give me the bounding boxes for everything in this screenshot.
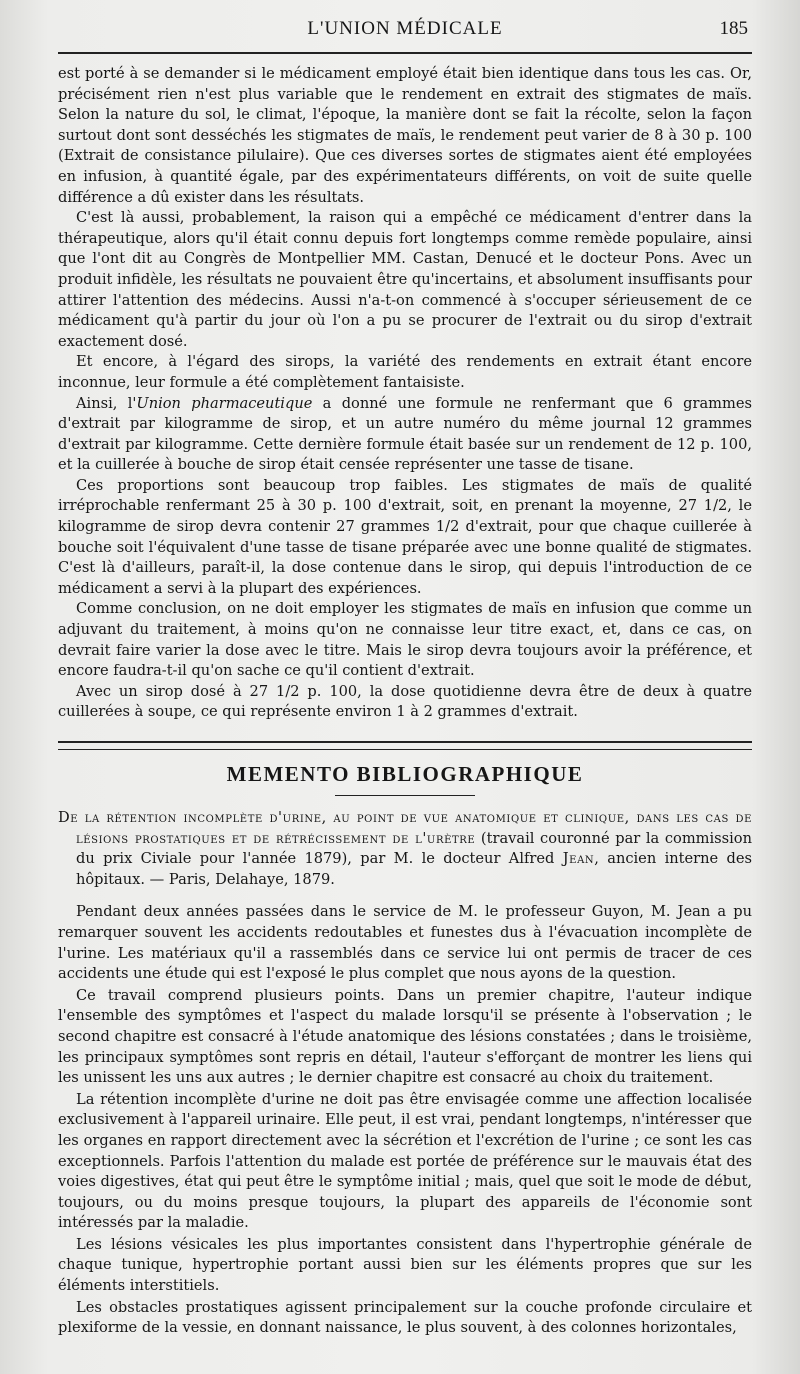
- section-divider: [58, 741, 752, 750]
- running-head: [58, 14, 752, 46]
- citation-author: Jean: [562, 850, 595, 868]
- title-underline: [335, 795, 475, 796]
- article-paragraph: Et encore, à l'égard des sirops, la variété des rendements en extrait étant encore inconnue, leur formule a été complètement fantaisiste.: [58, 353, 752, 391]
- bibliographic-citation: [58, 808, 752, 890]
- header-rule: [58, 52, 752, 54]
- article-paragraph: [58, 394, 752, 476]
- review-paragraph: Ce travail comprend plusieurs points. Dans un premier chapitre, l'auteur indique l'ensemble des symptômes et l'aspect du malade lorsqu'il se présente à l'observation ; le second chapitre est consacré à l'étude anatomique des lésions constatées ; dans le troisième, les principaux symptômes sont repris en détail, l'auteur s'efforçant de montrer les liens qui les unissent les uns aux autres ; le dernier chapitre est consacré au choix du traitement.: [58, 986, 752, 1087]
- text-run: Ainsi, l': [76, 394, 137, 412]
- text-run: a donné une formule ne renfermant que 6 grammes d'extrait par kilogramme de sirop, et un autre numéro du même journal 12 grammes d'extrait par kilogramme. Cette dernière formule était basée sur un rendement de 12 p. 100, et la cuillerée à bouche de sirop était censée représenter une tasse de tisane.: [58, 394, 752, 474]
- section-title: MEMENTO BIBLIOGRAPHIQUE: [226, 762, 584, 786]
- page-number: 185: [719, 18, 748, 39]
- running-title: L'UNION MÉDICALE: [307, 18, 503, 39]
- article-body: [58, 64, 752, 723]
- review-paragraph: Pendant deux années passées dans le service de M. le professeur Guyon, M. Jean a pu remarquer souvent les accidents redoutables et funestes dus à l'évacuation incomplète de l'urine. Les matériaux qu'il a rassemblés dans ce service lui ont permis de tracer de ces accidents une étude qui est l'exposé le plus complet que nous ayons de la question.: [58, 903, 752, 983]
- review-paragraph: Les obstacles prostatiques agissent principalement sur la couche profonde circulaire et plexiforme de la vessie, en donnant naissance, le plus souvent, à des colonnes horizontales,: [58, 1298, 752, 1337]
- citation-text: (travail couronné par la commission du prix Civiale pour l'année 1879), par M. le docteur Alfred: [76, 829, 752, 868]
- review-body: [58, 902, 752, 1338]
- citation-title: De la rétention incomplète d'urine, au point de vue anatomique et clinique, dans les cas de lésions prostatiques et de rétrécissement de l'urètre: [58, 809, 752, 847]
- review-paragraph: La rétention incomplète d'urine ne doit pas être envisagée comme une affection localisée exclusivement à l'appareil urinaire. Elle peut, il est vrai, pendant longtemps, n'intéresser que les organes en rapport directement avec la sécrétion et l'excrétion de l'urine ; ce sont les cas exceptionnels. Parfois l'attention du malade est portée de préférence sur le mauvais état des voies digestives, état qui peut être le symptôme initial ; mais, quel que soit le mode de début, toujours, ou du moins presque toujours, la plupart des appareils de l'économie sont intéressés par la maladie.: [58, 1090, 752, 1232]
- article-paragraph: C'est là aussi, probablement, la raison qui a empêché ce médicament d'entrer dans la thérapeutique, alors qu'il était connu depuis fort longtemps comme remède populaire, ainsi que l'ont dit au Congrès de Montpellier MM. Castan, Denucé et le docteur Pons. Avec un produit infidèle, les résultats ne pouvaient être qu'incertains, et absolument insuffisants pour attirer l'attention des médecins. Aussi n'a-t-on commencé à s'occuper sérieusement de ce médicament qu'à partir du jour où l'on a pu se procurer de l'extrait ou du sirop d'extrait exactement dosé.: [58, 209, 752, 350]
- article-paragraph: Ces proportions sont beaucoup trop faibles. Les stigmates de maïs de qualité irréprochable renfermant 25 à 30 p. 100 d'extrait, soit, en prenant la moyenne, 27 1/2, le kilogramme de sirop devra contenir 27 grammes 1/2 d'extrait, pour que chaque cuillerée à bouche soit l'équivalent d'une tasse de tisane préparée avec une bonne qualité de stigmates. C'est là d'ailleurs, paraît-il, la dose contenue dans le sirop, qui depuis l'introduction de ce médicament a servi à la plupart des expériences.: [58, 476, 752, 597]
- review-paragraph: Les lésions vésicales les plus importantes consistent dans l'hypertrophie générale de chaque tunique, hypertrophie portant aussi bien sur les éléments propres que sur les éléments interstitiels.: [58, 1235, 752, 1295]
- journal-name: Union pharmaceutique: [136, 394, 313, 412]
- article-paragraph: Comme conclusion, on ne doit employer les stigmates de maïs en infusion que comme un adjuvant du traitement, à moins qu'on ne connaisse leur titre exact, et, dans ce cas, on devrait faire varier la dose avec le titre. Mais le sirop devra toujours avoir la préférence, et encore faudra-t-il qu'on sache ce qu'il contient d'extrait.: [58, 600, 752, 680]
- article-paragraph: est porté à se demander si le médicament employé était bien identique dans tous les cas. Or, précisément rien n'est plus variable que le rendement en extrait des stigmates de maïs. Selon la nature du sol, le climat, l'époque, la manière dont se fait la récolte, selon la façon surtout dont sont desséchés les stigmates de maïs, le rendement peut varier de 8 à 30 p. 100 (Extrait de consistance pilulaire). Que ces diverses sortes de stigmates aient été employées en infusion, à quantité égale, par des expérimentateurs différents, on voit de suite quelle différence a dû exister dans les résultats.: [58, 65, 752, 206]
- citation-text: , ancien interne des hôpitaux. — Paris, Delahaye, 1879.: [76, 850, 752, 888]
- article-paragraph: Avec un sirop dosé à 27 1/2 p. 100, la dose quotidienne devra être de deux à quatre cuillerées à soupe, ce qui représente environ 1 à 2 grammes d'extrait.: [58, 682, 752, 721]
